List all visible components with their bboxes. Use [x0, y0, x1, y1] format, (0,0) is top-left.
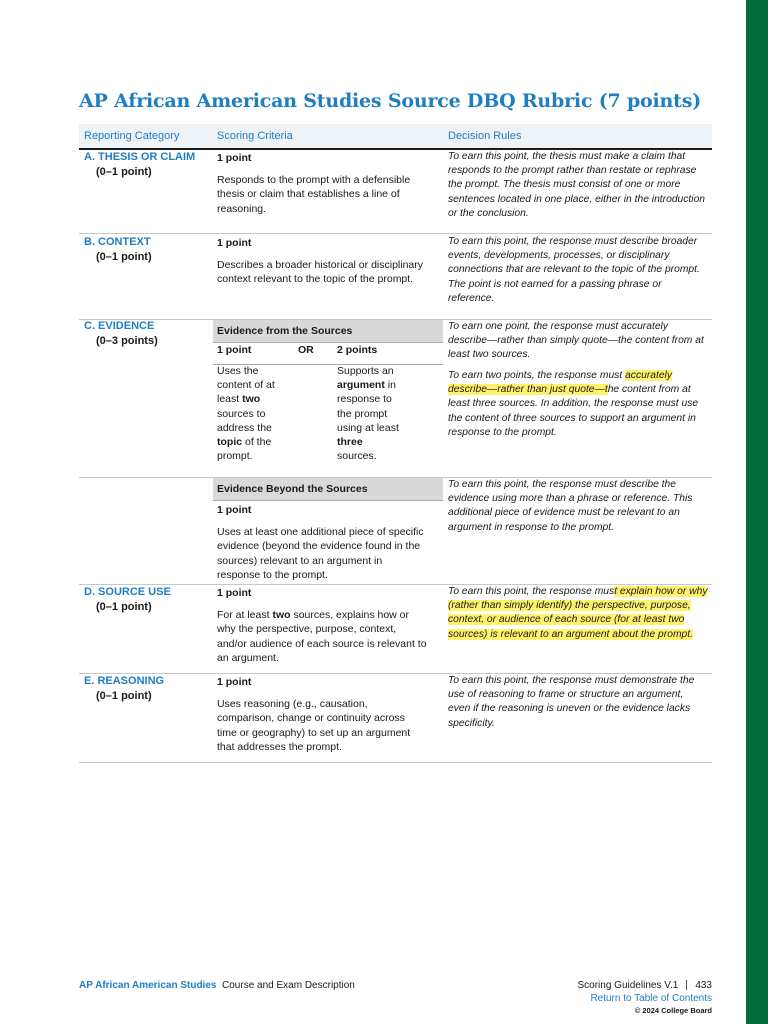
row-source-use — [79, 585, 712, 674]
category-label: E. REASONING — [84, 675, 165, 687]
row-evidence — [79, 320, 712, 585]
divider — [213, 500, 443, 501]
decision-rule: To earn this point, the response must explain how or why (rather than simply identify) the perspective, purpose, context, or audience of each source (for at least two sources) is relevant to an argument about the prompt. — [448, 586, 708, 640]
header-criteria: Scoring Criteria — [217, 130, 293, 142]
category-label: B. CONTEXT — [84, 236, 151, 248]
row-thesis — [79, 149, 712, 234]
footer-right — [578, 980, 713, 1018]
criteria-text: Responds to the prompt with a defensible thesis or claim that establishes a line of reasoning. — [217, 174, 411, 215]
category-label: A. THESIS OR CLAIM — [84, 151, 196, 163]
header-rules: Decision Rules — [448, 130, 522, 142]
criteria-cell — [217, 236, 427, 287]
category-label: C. EVIDENCE — [84, 320, 155, 332]
point-label: 1 point — [217, 587, 252, 599]
highlighted-text: t explain how or why (rather than simply identify) the perspective, purpose, context, or audience of each source (for at least two sources) is relevant to an argument about the prompt. — [448, 586, 708, 640]
evidence-from-sources-heading — [213, 320, 443, 343]
category-points: (0–1 point) — [96, 251, 152, 263]
row-context — [79, 234, 712, 320]
footer-course: AP African American Studies — [79, 980, 217, 991]
category-points: (0–1 point) — [96, 166, 152, 178]
toc-link[interactable]: Return to Table of Contents — [590, 992, 712, 1004]
criteria-cell: 1 point For at least two sources, explains how or why the perspective, purpose, context, and/or audience of each source is relevant to an argument. — [217, 587, 427, 664]
table-header — [79, 124, 712, 150]
point-label: 1 point — [217, 676, 252, 688]
row-reasoning — [79, 674, 712, 763]
decision-rule-one-point: To earn one point, the response must accurately describe—rather than simply quote—the content from at least two sources. — [448, 321, 704, 361]
decision-rule: To earn this point, the response must demonstrate the use of reasoning to frame or structure an argument, even if the reasoning is uneven or the evidence lacks specificity. — [448, 675, 695, 729]
evidence-beyond-sources-heading — [213, 478, 443, 501]
footer-doc: Course and Exam Description — [222, 980, 355, 991]
criteria-cell — [217, 675, 427, 754]
header-category: Reporting Category — [84, 130, 180, 142]
copyright: © 2024 College Board — [634, 1006, 712, 1015]
point-label: 1 point — [217, 504, 252, 516]
criteria-text: Describes a broader historical or disciplinary context relevant to the topic of the prompt. — [217, 259, 424, 286]
decision-rule: To earn this point, the thesis must make a claim that responds to the prompt rather than restate or rephrase the prompt. The thesis must consist of one or more sentences located in one place, either in the introduction or the conclusion. — [448, 151, 706, 219]
category-points: (0–3 points) — [96, 335, 158, 347]
criteria-cell — [217, 151, 427, 216]
highlighted-text: accurately describe—rather than just quote—t — [448, 370, 672, 396]
decision-rule: To earn this point, the response must describe the evidence using more than a phrase or reference. This additional piece of evidence must be relevant to an argument in response to the prompt. — [448, 479, 693, 533]
category-points: (0–1 point) — [96, 601, 152, 613]
decision-rule: To earn this point, the response must describe broader events, developments, processes, or disciplinary connections that are relevant to the topic of the prompt. The point is not earned for a passing phrase or reference. — [448, 236, 700, 304]
category-points: (0–1 point) — [96, 690, 152, 702]
point-label: 1 point — [217, 237, 252, 249]
criteria-cell — [217, 503, 427, 582]
one-point-label: 1 point — [217, 344, 252, 356]
one-point-criteria: Uses the content of at least two sources to address the topic of the prompt. — [217, 365, 275, 463]
separator — [686, 980, 687, 990]
or-label: OR — [298, 344, 314, 356]
criteria-text: Uses reasoning (e.g., causation, comparison, change or continuity across time or geography) to set up an argument that addresses the prompt. — [217, 698, 411, 753]
footer-section: Scoring Guidelines V.1 — [577, 980, 679, 991]
decision-rule-two-points: To earn two points, the response must accurately describe—rather than just quote—the content from at least three sources. In addition, the response must use the content of three sources to support an argument in response to the prompt. — [448, 370, 699, 438]
page-title: AP African American Studies Source DBQ Rubric (7 points) — [79, 90, 702, 112]
page-number: 433 — [695, 980, 712, 991]
subheading-text: Evidence from the Sources — [217, 325, 353, 337]
footer-left — [79, 980, 355, 991]
subheading-text: Evidence Beyond the Sources — [217, 483, 368, 495]
criteria-text: Uses at least one additional piece of specific evidence (beyond the evidence found in the sources) relevant to an argument in response to the prompt. — [217, 526, 424, 581]
two-points-criteria: Supports an argument in response to the prompt using at least three sources. — [337, 365, 399, 463]
point-label: 1 point — [217, 152, 252, 164]
side-color-bar — [746, 0, 768, 1024]
category-label: D. SOURCE USE — [84, 586, 171, 598]
two-points-label: 2 points — [337, 344, 378, 356]
